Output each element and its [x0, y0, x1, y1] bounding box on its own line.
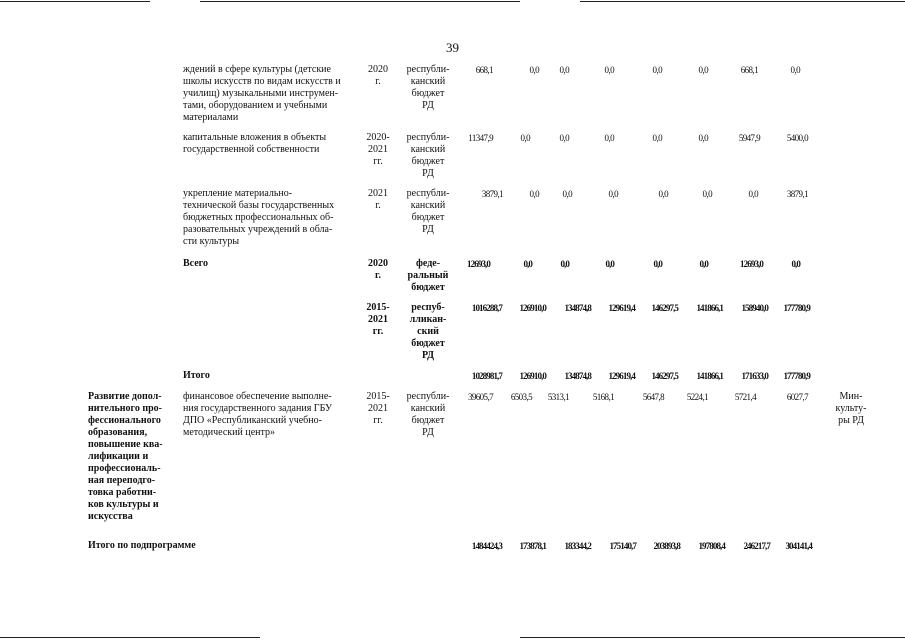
value-2015: 0,0	[520, 133, 530, 143]
row-executor: Мин- культу- ры РД	[835, 391, 867, 426]
value-2015: 126910,0	[519, 303, 546, 313]
top-rule-center	[200, 1, 520, 2]
top-rule-right	[580, 1, 905, 2]
row-period: 2015- 2021 гг.	[366, 302, 390, 337]
value-2018: 0,0	[658, 189, 668, 199]
value-total: 1028981,7	[471, 371, 502, 381]
value-2017: 0,0	[604, 65, 614, 75]
value-total: 1016288,7	[471, 303, 502, 313]
value-2019: 141866,1	[696, 303, 723, 313]
value-2020: 668,1	[740, 65, 758, 75]
bottom-rule-right	[520, 637, 905, 638]
row-period: 2020 г.	[368, 258, 388, 281]
value-2017: 0,0	[608, 189, 618, 199]
value-2021: 177780,9	[783, 303, 810, 313]
value-2021: 3879,1	[786, 189, 808, 199]
value-2019: 141866,1	[696, 371, 723, 381]
value-total: 1484424,3	[471, 541, 502, 551]
value-2019: 5224,1	[686, 392, 708, 402]
row-description: Итого	[183, 370, 210, 381]
value-2020: 0,0	[748, 189, 758, 199]
value-2020: 12693,0	[740, 259, 763, 269]
row-period: 2021 г.	[368, 188, 388, 211]
value-2017: 175140,7	[609, 541, 636, 551]
row-description: укрепление материально- технической базы государственных бюджетных профессиональных об- разовательных учреждений в обла- сти культуры	[183, 188, 335, 247]
value-2016: 0,0	[559, 65, 569, 75]
value-2018: 146297,5	[651, 303, 678, 313]
value-2018: 0,0	[653, 259, 662, 269]
row-description: Всего	[183, 258, 208, 269]
row-source: феде- ральный бюджет	[407, 258, 449, 293]
value-total: 11347,9	[468, 133, 493, 143]
value-2015: 173878,1	[519, 541, 546, 551]
row-description: финансовое обеспечение выполне- ния государственного задания ГБУ ДПО «Республиканский учебно- методический центр»	[183, 391, 333, 438]
value-2018: 203893,8	[653, 541, 680, 551]
value-2015: 0,0	[529, 189, 539, 199]
value-2018: 0,0	[652, 65, 662, 75]
value-2019: 0,0	[702, 189, 712, 199]
value-total: 668,1	[475, 65, 493, 75]
value-2016: 134874,8	[564, 303, 591, 313]
value-2020: 171633,0	[741, 371, 768, 381]
value-2019: 0,0	[698, 65, 708, 75]
value-2017: 0,0	[605, 259, 614, 269]
value-2015: 0,0	[529, 65, 539, 75]
value-2020: 5947,9	[738, 133, 760, 143]
page-number: 39	[446, 40, 459, 55]
value-2021: 6027,7	[786, 392, 808, 402]
value-2019: 0,0	[699, 259, 708, 269]
row-source: республи- канский бюджет РД	[406, 391, 450, 438]
value-2016: 0,0	[560, 259, 569, 269]
value-2016: 5313,1	[547, 392, 569, 402]
value-2019: 0,0	[698, 133, 708, 143]
row-source: республи- канский бюджет РД	[406, 188, 450, 235]
value-total: 12693,0	[467, 259, 490, 269]
bottom-rule-left	[0, 637, 260, 638]
value-2020: 5721,4	[734, 392, 756, 402]
value-2016: 0,0	[559, 133, 569, 143]
value-2018: 0,0	[652, 133, 662, 143]
value-2017: 0,0	[604, 133, 614, 143]
value-2017: 5168,1	[592, 392, 614, 402]
value-2016: 134874,8	[564, 371, 591, 381]
value-2016: 0,0	[562, 189, 572, 199]
value-2021: 0,0	[791, 259, 800, 269]
value-2018: 5647,8	[642, 392, 664, 402]
value-2016: 183344,2	[564, 541, 591, 551]
row-source: республи- канский бюджет РД	[406, 64, 450, 111]
row-period: 2020- 2021 гг.	[366, 132, 390, 167]
value-2017: 129619,4	[608, 303, 635, 313]
value-2015: 0,0	[523, 259, 532, 269]
value-2020: 246217,7	[743, 541, 770, 551]
row-description: капитальные вложения в объекты государственной собственности	[183, 132, 327, 155]
value-total: 39605,7	[467, 392, 493, 402]
row-description: ждений в сфере культуры (детские школы искусств по видам искусств и училищ) музыкальными инструмен- тами, оборудованием и учебными материалами	[183, 64, 341, 123]
value-2020: 158940,0	[741, 303, 768, 313]
value-2018: 146297,5	[651, 371, 678, 381]
value-2015: 6503,5	[510, 392, 532, 402]
row-period: 2015- 2021 гг.	[366, 391, 390, 426]
row-source: респуб- лликан- ский бюджет РД	[409, 302, 447, 361]
value-2019: 197808,4	[698, 541, 725, 551]
row-source: республи- канский бюджет РД	[406, 132, 450, 179]
row-group: Развитие допол- нительного про- фессионального образования, повышение ква- лификации и профессиональ- ная переподго- товка работни- ков культуры и искусства	[88, 391, 163, 522]
row-period: 2020 г.	[368, 64, 388, 87]
value-2021: 304141,4	[785, 541, 812, 551]
row-description: Итого по подпрограмме	[88, 540, 196, 551]
value-2021: 0,0	[790, 65, 800, 75]
value-2017: 129619,4	[608, 371, 635, 381]
value-2021: 177780,9	[783, 371, 810, 381]
value-total: 3879,1	[481, 189, 503, 199]
value-2021: 5400,0	[786, 133, 808, 143]
value-2015: 126910,0	[519, 371, 546, 381]
top-rule-left	[0, 1, 150, 2]
